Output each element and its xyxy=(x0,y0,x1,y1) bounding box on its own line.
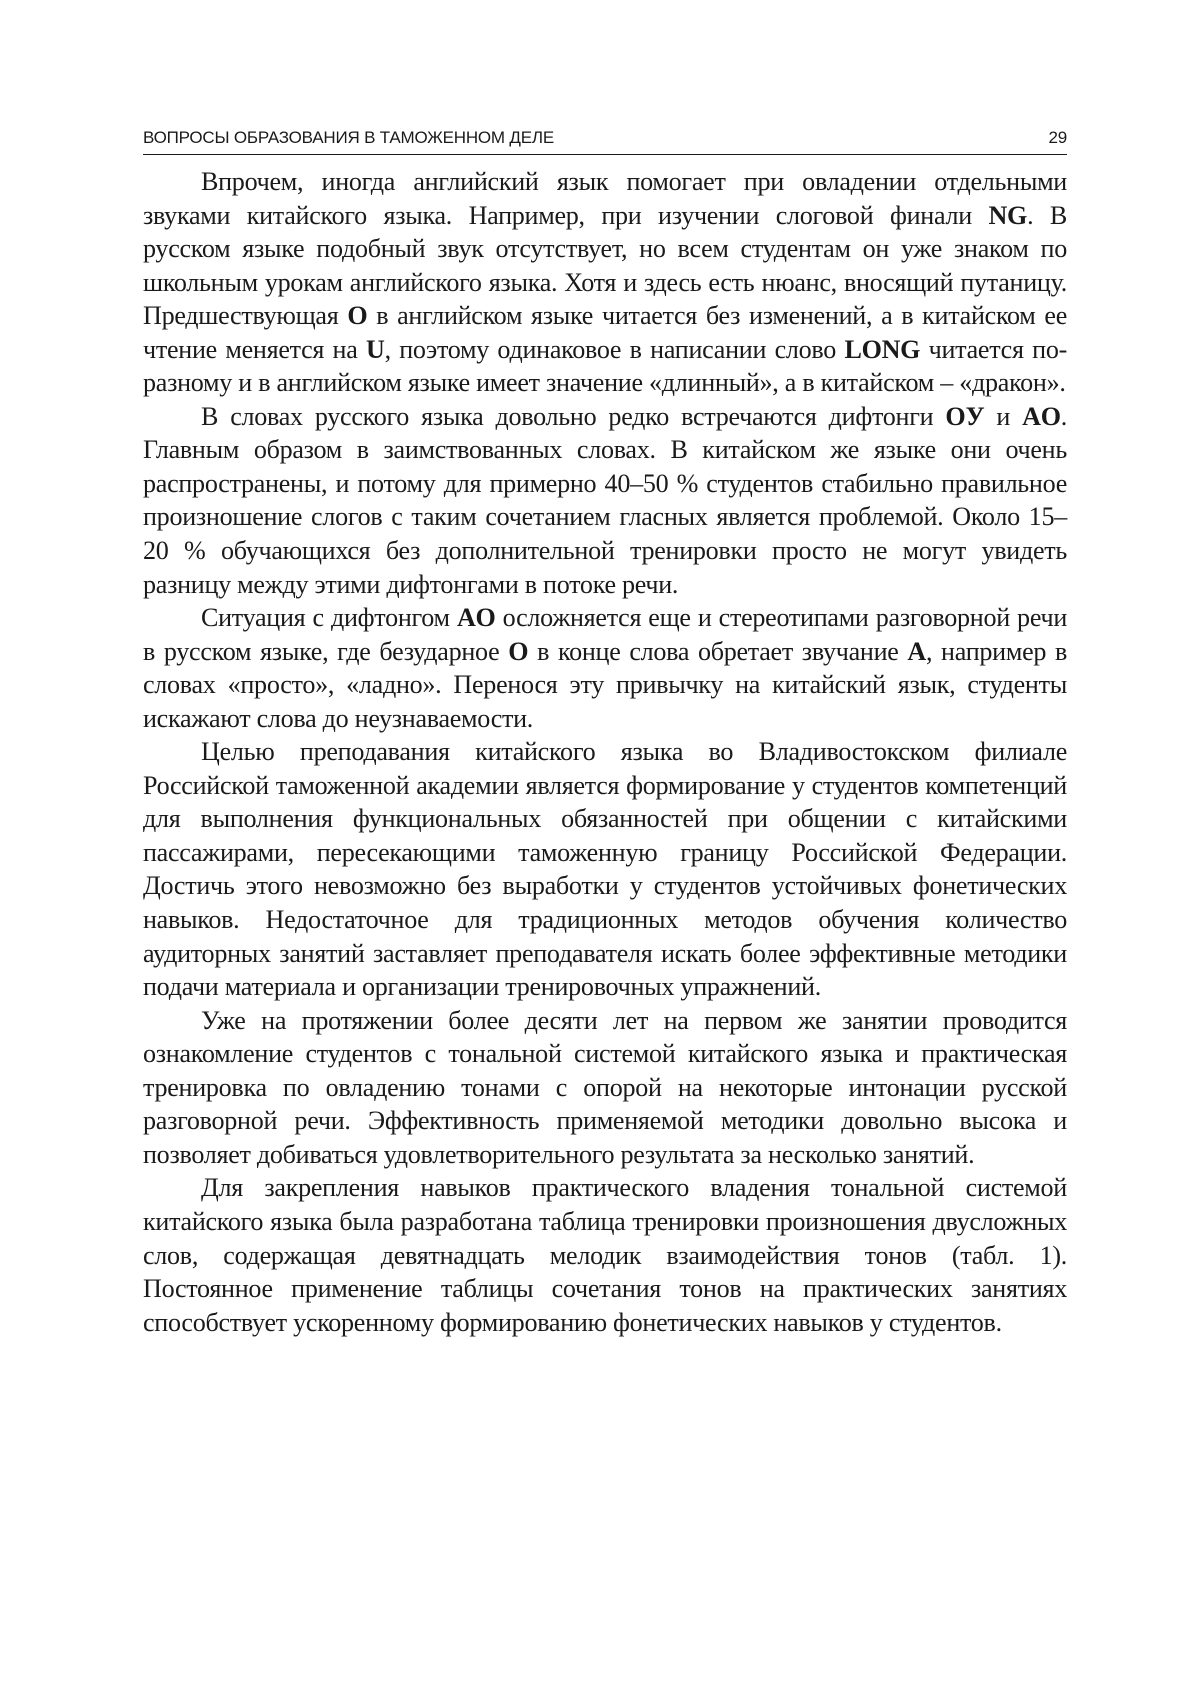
running-header xyxy=(143,128,1067,155)
body-text xyxy=(143,165,1067,1339)
paragraph-1: Впрочем, иногда английский язык помогает при овладении отдель­ными звуками китайского языка. Например, при изучении слоговой фи­нали NG. В русском языке подобный звук отсутствует, но всем студентам он уже знаком по школьным урокам английского языка. Хотя и здесь есть нюанс, вносящий путаницу. Предшествующая O в английском языке чита­ется без изменений, а в китайском ее чтение меняется на U, поэтому одина­ковое в написании слово LONG читается по-разному и в английском языке имеет значение «длинный», а в китайском – «дракон». xyxy=(143,165,1067,400)
paragraph-2: В словах русского языка довольно редко встречаются дифтонги OУ и AO. Главным образом в заимствованных словах. В китайском же языке они очень распространены, и потому для примерно 40–50 % студентов ста­бильно правильное произношение слогов с таким сочетанием гласных яв­ляется проблемой. Около 15–20 % обучающихся без дополнительной тре­нировки просто не могут увидеть разницу между этими дифтонгами в по­токе речи. xyxy=(143,400,1067,601)
page-number: 29 xyxy=(1048,128,1067,148)
paragraph-4: Целью преподавания китайского языка во Владивостокском филиале Российской таможенной академии является формирование у студентов компетенций для выполнения функциональных обязанностей при обще­нии с китайскими пассажирами, пересекающими таможенную границу Российской Федерации. Достичь этого невозможно без выработки у сту­дентов устойчивых фонетических навыков. Недостаточное для традицион­ных методов обучения количество аудиторных занятий заставляет препо­давателя искать более эффективные методики подачи материала и органи­зации тренировочных упражнений. xyxy=(143,735,1067,1003)
journal-title: ВОПРОСЫ ОБРАЗОВАНИЯ В ТАМОЖЕННОМ ДЕЛЕ xyxy=(143,128,554,148)
paragraph-6: Для закрепления навыков практического владения тональной систе­мой китайского языка была разработана таблица тренировки произноше­ния двусложных слов, содержащая девятнадцать мелодик взаимодействия тонов (табл. 1). Постоянное применение таблицы сочетания тонов на прак­тических занятиях способствует ускоренному формированию фонетиче­ских навыков у студентов. xyxy=(143,1171,1067,1339)
paragraph-5: Уже на протяжении более десяти лет на первом же занятии проводится ознакомление студентов с тональной системой китайского языка и прак­тическая тренировка по овладению тонами с опорой на некоторые инто­нации русской разговорной речи. Эффективность применяемой методики довольно высока и позволяет добиваться удовлетворительного результата за несколько занятий. xyxy=(143,1004,1067,1172)
paragraph-3: Ситуация с дифтонгом AO осложняется еще и стереотипами разго­ворной речи в русском языке, где безударное O в конце слова обретает зву­чание А, например в словах «просто», «ладно». Перенося эту привычку на китайский язык, студенты искажают слова до неузнаваемости. xyxy=(143,601,1067,735)
page xyxy=(143,128,1067,1339)
